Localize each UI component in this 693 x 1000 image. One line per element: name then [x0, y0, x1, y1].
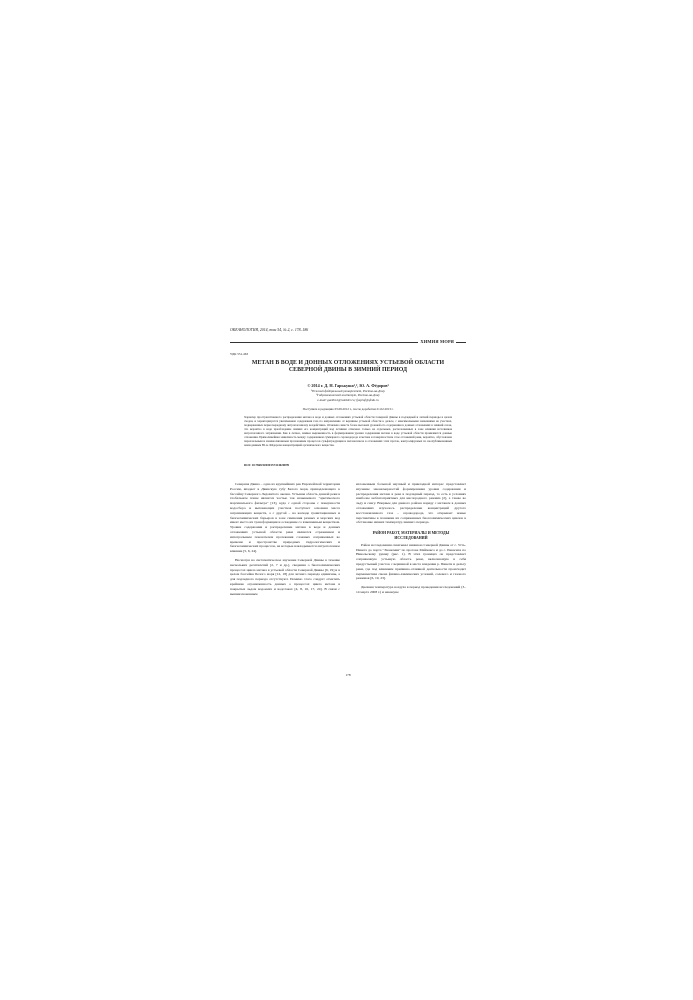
- paragraph: Северная Двина – одна из крупнейших рек Европейской территории России, впадает в Двинскую губу Белого моря, принадлежащего к бассейну Северного Ледовитого океана. Устьевая область данной реки в глобальном плане является частью так называемого "арктического маргинального фильтра" [13], куда с одной стороны с поверхности водосбора и вытекающих участков поступает основная масса загрязняющих веществ, а с другой – на каскаде гравитационных и биогеохимических барьеров в зоне смешения речных и морских вод имеет место их трансформация и осаждение со взвешенным веществом. Уровни содержания и распределение метана в воде и донных отложениях устьевой области реки являются отражением и интегральным показателем протекания сложных сопряженных во времени и пространстве природных гидрологических и биогеохимических процессов, на которые накладывается антропогенное влияние [5, 6, 24].: [230, 482, 340, 554]
- paragraph: Несмотря на систематическое изучение Северной Двины в течение нескольких десятилетий [2, 7 и др.], сведения о биогеохимических процессах цикла метана в устьевой области Северной Двины [6, 19] и в целом бассейна Белого моря [12, 18] для летнего периода единичны, а для подледного периода отсутствуют. Помимо этого следует отметить крайнюю ограниченность данных о процессах цикла метана в покрытых льдом водоемах и водотоках [4, 8, 16, 17, 24]. В связи с вышеизложенным: [230, 557, 340, 596]
- paper-page: [230, 328, 466, 680]
- abstract: Характер пространственного распределения метана в воде и донных отложениях устьевой области Северной Двины в подледный и летний периоды в целом сходен, и характеризуется увеличением содержания газа по направлению от вершины устьевой области к дельте, с максимальными значениями на участках, подверженных первоочередному антропогенному воздействию. Отмечено вместе более высоких уровней его содержания в донных отложениях в зимний сезон, что вероятно в воде преобладание зимних его концентраций над летними отмечено только на отдельных, расположенных в зоне влияния источников антропогенного загрязнения. Как в летнее, зимнее выраженность в формировании уровня содержания метана в воде устьевой области проявляются донные отложения. Прямолинейная зависимость между содержанием суммарного сероводорода и метана в поверхностном слое отложений реки, вероятно, обусловлена параллельным и взаимосвязанным протеканием процессов сульфатредукции и метаногенеза в отложениях этих проток, контролируемых по неопубликованным нами данным Ю.А. Фёдорова концентрацией органического вещества.: [244, 415, 452, 447]
- udk-code: УДК 551.463: [230, 352, 248, 356]
- received-date: Поступила в редакцию 03.09.2012 г., после доработки 21.02.2013 г.: [302, 407, 394, 411]
- journal-header: ОКЕАНОЛОГИЯ, 2014, том 54, № 2, с. 178–186: [230, 328, 309, 332]
- paragraph: Район исследования охватывал нижнюю Северной Двины от с. Усть-Пинега до порта "Экономия" по протоке Маймакса и до с. Рикасиха по Никольскому рукаву (рис. 1). В этих границах он представляет сопряженную устьевую область реки, включающую в себя предустьевый участок с вершиной в месте впадения р. Пинеги и дельту реки, где под влиянием приливно-отливной деятельности происходит перманентная смена физико-химических условий, солевого и газового режимов [6, 19, 23].: [356, 542, 466, 581]
- rubric-bar: [230, 339, 466, 345]
- rubric-label: ХИМИЯ МОРЯ: [420, 339, 454, 344]
- right-column: [356, 482, 466, 595]
- email-line: e-mail: gardim1@rambler.ru; fyaprof@sfedu.ru: [317, 397, 379, 402]
- paragraph: изложенным большой научный и прикладной интерес представляет изучение закономерностей формирования уровня содержания и распределения метана в реке в подледный период, то есть в условиях наиболее неблагоприятных для кислородного режима [2], а также во льду и снегу. Впервые для данного района наряду с метаном в донных отложениях изучалось распределение концентраций другого восстановленного газа – сероводорода, что открывает новые перспективы в познании их сопряженных биогеохимических циклов в обстановке низких температур зимнего периода.: [356, 482, 466, 525]
- affiliations: [260, 389, 436, 402]
- affiliation-1: ¹Южный федеральный университет, Ростов-на-Дону: [311, 389, 385, 393]
- affiliation-2: ²Гидрохимический институт, Ростов-на-Дону: [316, 393, 380, 398]
- left-column: [230, 482, 340, 596]
- page-number: 178: [345, 673, 351, 677]
- authors-line: © 2014 г. Д. Н. Гарькуша¹,², Ю. А. Фёдоров¹: [307, 383, 389, 388]
- section-heading: РАЙОН РАБОТ, МАТЕРИАЛЫ И МЕТОДЫ ИССЛЕДОВАНИЙ: [372, 531, 450, 540]
- paragraph: Дневная температура воздуха в период проведения исследований (3–14 марта 2008 г.) и накануне: [356, 585, 466, 594]
- doi: DOI: 10.7868/S0030157414020099: [244, 463, 290, 467]
- article-title: МЕТАН В ВОДЕ И ДОННЫХ ОТЛОЖЕНИЯХ УСТЬЕВОЙ ОБЛАСТИ СЕВЕРНОЙ ДВИНЫ В ЗИМНИЙ ПЕРИОД: [251, 360, 445, 373]
